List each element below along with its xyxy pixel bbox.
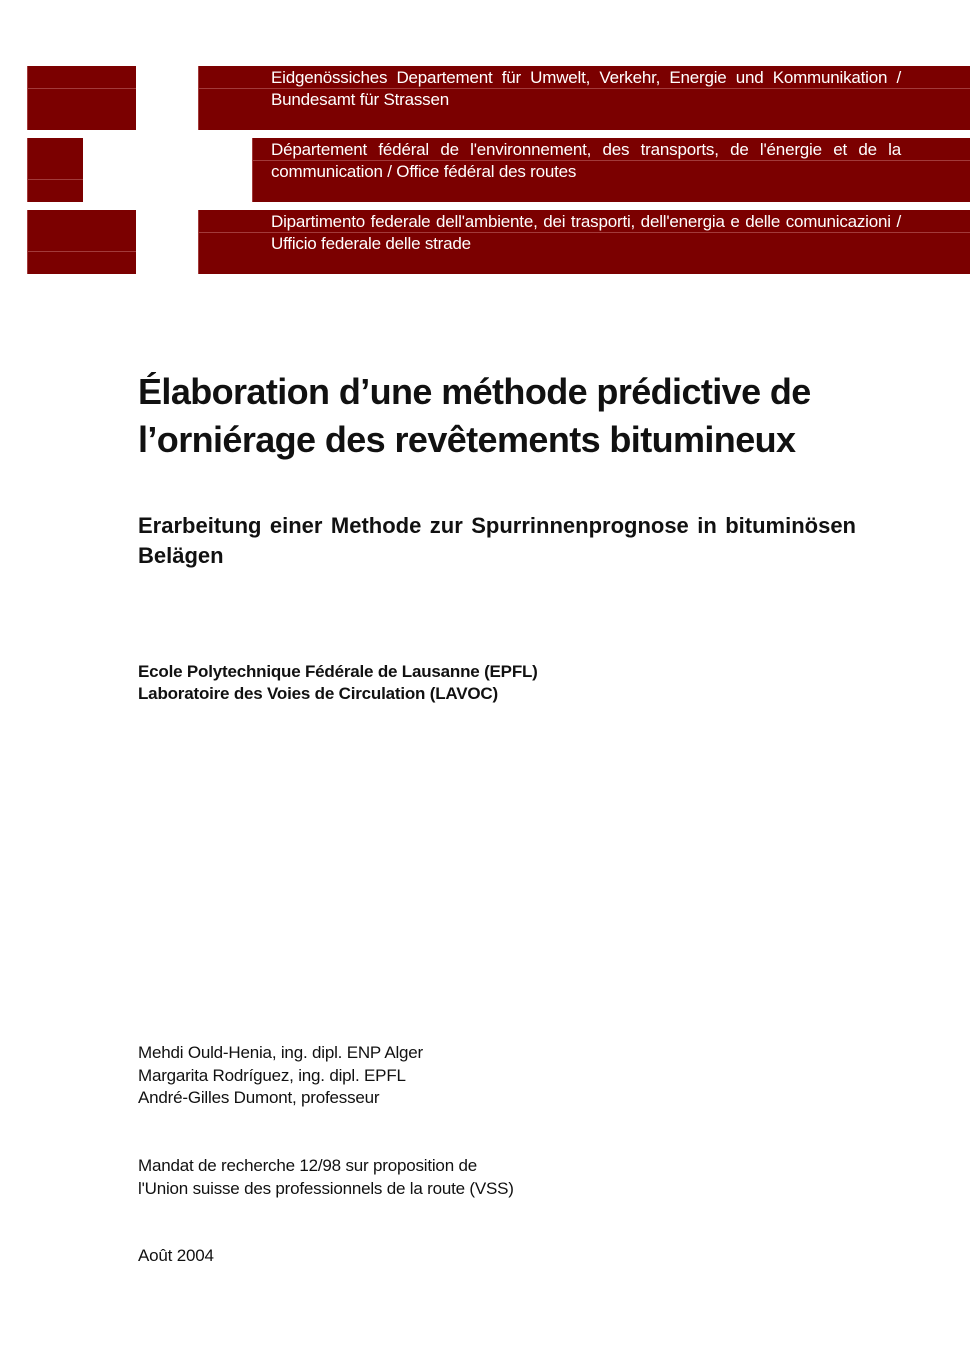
document-subtitle — [138, 511, 856, 571]
header-bar-french-edge — [252, 138, 253, 202]
header-italian-line1: Dipartimento federale dell'ambiente, dei trasporti, dell'energia e delle comunicazioni / — [271, 212, 901, 231]
publication-date: Août 2004 — [138, 1246, 214, 1265]
header-german-line1: Eidgenössiches Departement für Umwelt, Verkehr, Energie und Kommunikation / — [271, 68, 901, 87]
logo-left-block-row2-rule — [27, 179, 83, 180]
logo-left-block-row3 — [27, 210, 136, 274]
header-bar-italian-edge — [198, 210, 199, 274]
logo-left-block-row1-rule — [27, 88, 136, 89]
document-title-line1: Élaboration d’une méthode prédictive de — [138, 371, 811, 412]
author-2: Margarita Rodríguez, ing. dipl. EPFL — [138, 1065, 406, 1085]
institution-line1: Ecole Polytechnique Fédérale de Lausanne (EPFL) — [138, 662, 538, 681]
document-title-line2: l’orniérage des revêtements bitumineux — [138, 419, 796, 460]
author-3: André-Gilles Dumont, professeur — [138, 1088, 380, 1107]
logo-left-block-row1-edge — [27, 66, 28, 130]
document-title — [138, 368, 898, 464]
logo-left-block-row2 — [27, 138, 83, 202]
logo-left-block-row3-rule — [27, 251, 136, 252]
logo-left-block-row3-edge — [27, 210, 28, 274]
mandate-block — [138, 1155, 514, 1200]
mandate-line1: Mandat de recherche 12/98 sur proposition de — [138, 1156, 477, 1175]
logo-left-block-row2-edge — [27, 138, 28, 202]
mandate-line2: l'Union suisse des professionnels de la route (VSS) — [138, 1178, 514, 1198]
document-subtitle-line1: Erarbeitung einer Methode zur Spurrinnenprognose in bituminösen — [138, 513, 856, 538]
logo-left-block-row1 — [27, 66, 136, 130]
author-1: Mehdi Ould-Henia, ing. dipl. ENP Alger — [138, 1043, 424, 1062]
institution-line2: Laboratoire des Voies de Circulation (LAVOC) — [138, 684, 498, 703]
institution-block — [138, 661, 538, 705]
header-french-line1: Département fédéral de l'environnement, des transports, de l'énergie et de la — [271, 140, 901, 159]
document-subtitle-line2: Belägen — [138, 543, 224, 568]
header-italian-line2: Ufficio federale delle strade — [271, 234, 471, 253]
header-french-line2: communication / Office fédéral des routes — [271, 162, 577, 181]
header-bar-german-edge — [198, 66, 199, 130]
authors-block — [138, 1042, 423, 1110]
header-text-french — [271, 139, 901, 183]
header-german-line2: Bundesamt für Strassen — [271, 90, 449, 109]
header-text-italian — [271, 211, 901, 255]
header-text-german — [271, 67, 901, 111]
